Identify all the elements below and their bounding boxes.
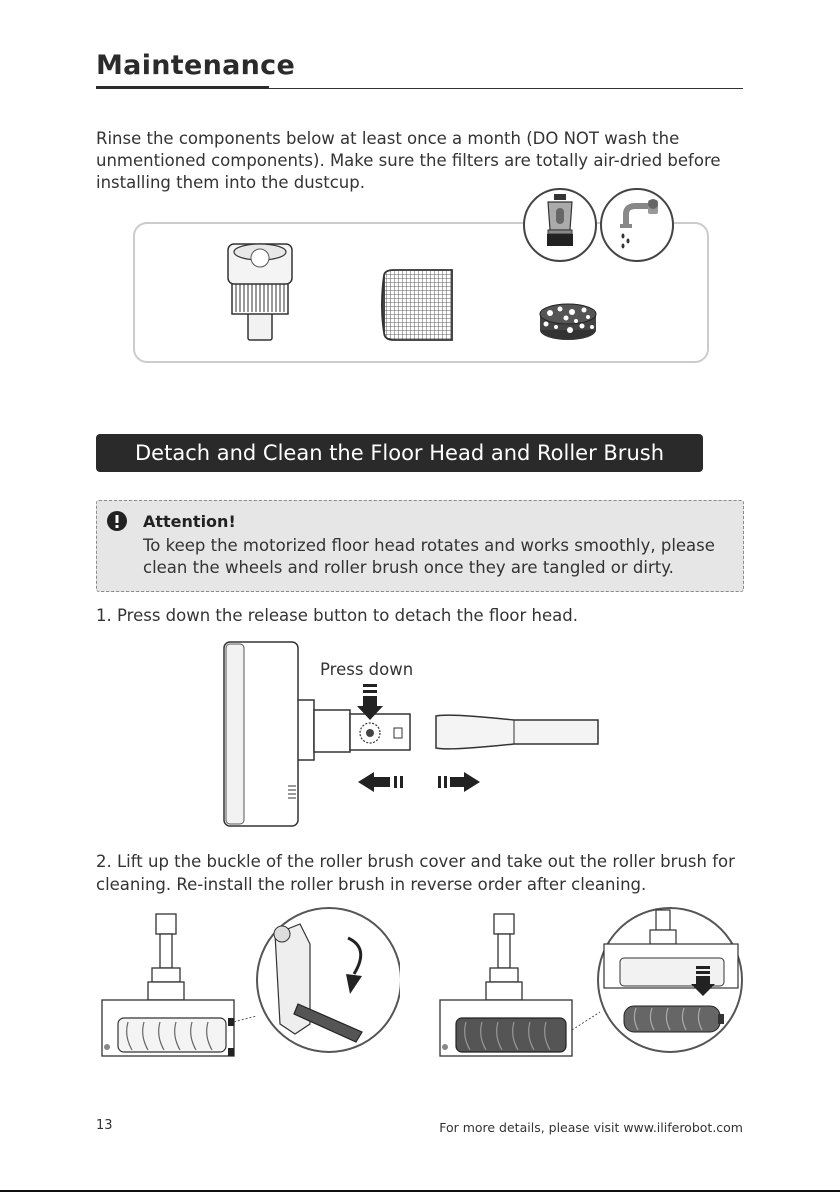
water-tap-icon (612, 196, 664, 252)
press-down-label: Press down (320, 660, 414, 679)
page-title: Maintenance (96, 50, 296, 81)
footer-website-note: For more details, please visit www.iliferobot.com (439, 1120, 743, 1135)
intro-paragraph: Rinse the components below at least once a month (DO NOT wash the unmentioned components). Make sure the filters are totally air-dried before installing them into the dustcup. (96, 129, 721, 192)
filter-icon (222, 236, 298, 344)
step-1-text: 1. Press down the release button to detach the floor head. (96, 606, 578, 625)
attention-text: To keep the motorized floor head rotates and works smoothly, please clean the wheels and roller brush once they are tangled or dirty. (143, 536, 715, 577)
section-banner: Detach and Clean the Floor Head and Roller Brush (96, 434, 703, 472)
sponge-filter-icon (536, 300, 600, 344)
page-number: 13 (96, 1118, 113, 1133)
step-2-text: 2. Lift up the buckle of the roller brush cover and take out the roller brush for cleaning. Re-install the roller brush in reverse order after cleaning. (96, 852, 735, 894)
mesh-filter-icon (378, 266, 456, 346)
title-underline (96, 86, 269, 89)
roller-brush-remove-diagram (438, 904, 744, 1070)
brush-tool-icon (540, 192, 580, 256)
exclamation-icon (106, 510, 128, 532)
attention-title: Attention! (143, 512, 236, 531)
roller-cover-open-diagram (100, 904, 400, 1070)
